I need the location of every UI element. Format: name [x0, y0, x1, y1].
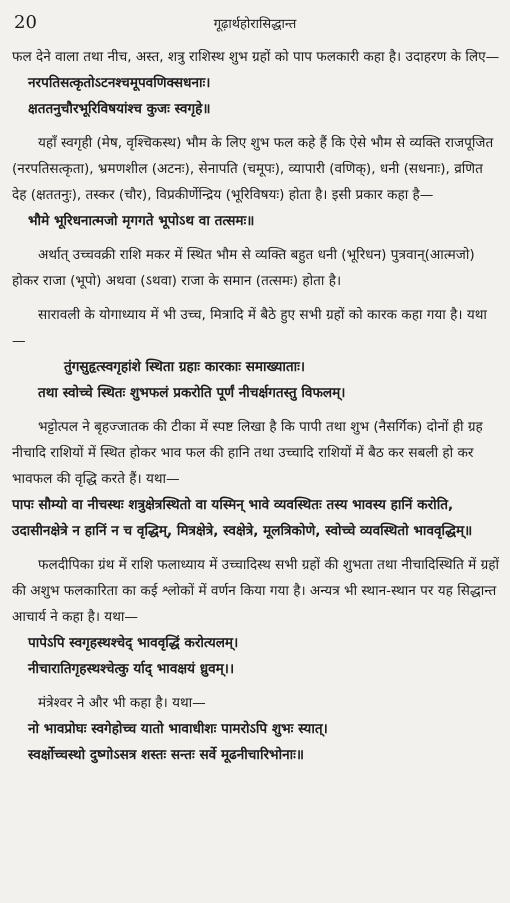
- verse-line: भौमे भूरिधनात्मजो मृगगते भूपोऽथ वा तत्समः॥: [28, 213, 255, 229]
- paragraph: मंत्रेश्वर ने और भी कहा है। यथा—: [38, 695, 206, 711]
- verse-line: नो भावप्रोघः स्वगेहोच्च यातो भावाधीशः पामरोऽपि शुभः स्यात्।: [28, 721, 328, 737]
- running-title: गूढ़ार्थहोरासिद्धान्त: [213, 17, 297, 32]
- paragraph: सारावली के योगाध्याय में भी उच्च, मित्रादि में बैठे हुए सभी ग्रहों को कारक कहा गया है। यथा—: [12, 307, 487, 349]
- verse-line: तथा स्वोच्चे स्थितः शुभफलं प्रकरोति पूर्णं नीचर्क्षगतस्तु विफलम्।: [38, 385, 346, 401]
- verse-line: क्षततनुचौरभूरिविषयांश्च कुजः स्वगृहे॥: [28, 101, 211, 117]
- page-body: [12, 44, 500, 768]
- paragraph: यहाँ स्वगृही (मेष, वृश्चिकस्थ) भौम के लिए शुभ फल कहे हैं कि ऐसे भौम से व्यक्ति राजपूजित (नरपतिसत्कृता), भ्रमणशील (अटनः), सेनापति (चमूपः), व्यापारी (वणिक्), धनी (सधनाः), व्रणित देह (क्षततनुः), तस्कर (चौर), विप्रकीर्णेन्द्रिय (भूरिविषयः) होता है। इसी प्रकार कहा है—: [12, 135, 494, 203]
- verse-line: नरपतिसत्कृतोऽटनश्चमूपवणिक्सधनाः।: [28, 75, 211, 91]
- verse-line: स्वर्क्षोच्चस्थो दुष्गोऽसत्र शस्तः सन्तः सर्वे मूढनीचारिभोनाः॥: [28, 747, 305, 763]
- verse-line: नीचारातिगृहस्थश्चेत्कु र्याद् भावक्षयं ध्रुवम्।।: [28, 661, 235, 677]
- paragraph: अर्थात् उच्चवक्री राशि मकर में स्थित भौम से व्यक्ति बहुत धनी (भूरिधन) पुत्रवान्(आत्मजो) होकर राजा (भूपो) अथवा (ऽथवा) राजा के समान (तत्समः) होता है।: [12, 247, 475, 289]
- page-number: 20: [14, 12, 37, 33]
- paragraph: फल देने वाला तथा नीच, अस्त, शत्रु राशिस्थ शुभ ग्रहों को पाप फलकारी कहा है। उदाहरण के लिए—: [12, 49, 500, 65]
- page-header: [12, 10, 498, 36]
- verse-line: तुंगसुहृत्स्वगृहांशे स्थिता ग्रहाः कारकाः समाख्याताः।: [64, 359, 306, 375]
- verse-line: पापेऽपि स्वगृहस्थश्चेद् भाववृद्धिं करोत्यलम्।: [28, 635, 239, 651]
- paragraph: भट्टोत्पल ने बृहज्जातक की टीका में स्पष्ट लिखा है कि पापी तथा शुभ (नैसर्गिक) दोनों ही ग्रह नीचादि राशियों में स्थित होकर भाव फल की हानि तथा उच्चादि राशियों में बैठ कर सबली हो कर भावफल की वृद्धि करते हैं। यथा—: [12, 419, 483, 487]
- verse-paragraph: पापः सौम्यो वा नीचस्थः शत्रुक्षेत्रस्थितो वा यस्मिन् भावे व्यवस्थितः तस्य भावस्य हानिं करोति, उदासीनक्षेत्रे न हानिं न च वृद्धिम्, मित्रक्षेत्रे, स्वक्षेत्रे, मूलत्रिकोणे, स्वोच्चे व्यवस्थितो भाववृद्धिम्॥: [12, 497, 473, 539]
- paragraph: फलदीपिका ग्रंथ में राशि फलाध्याय में उच्चादिस्थ सभी ग्रहों की शुभता तथा नीचादिस्थिति में ग्रहों की अशुभ फलकारिता का कई श्लोकों में वर्णन किया गया है। अन्यत्र भी स्थान-स्थान पर यह सिद्धान्त आचार्य ने कहा है। यथा—: [12, 557, 500, 625]
